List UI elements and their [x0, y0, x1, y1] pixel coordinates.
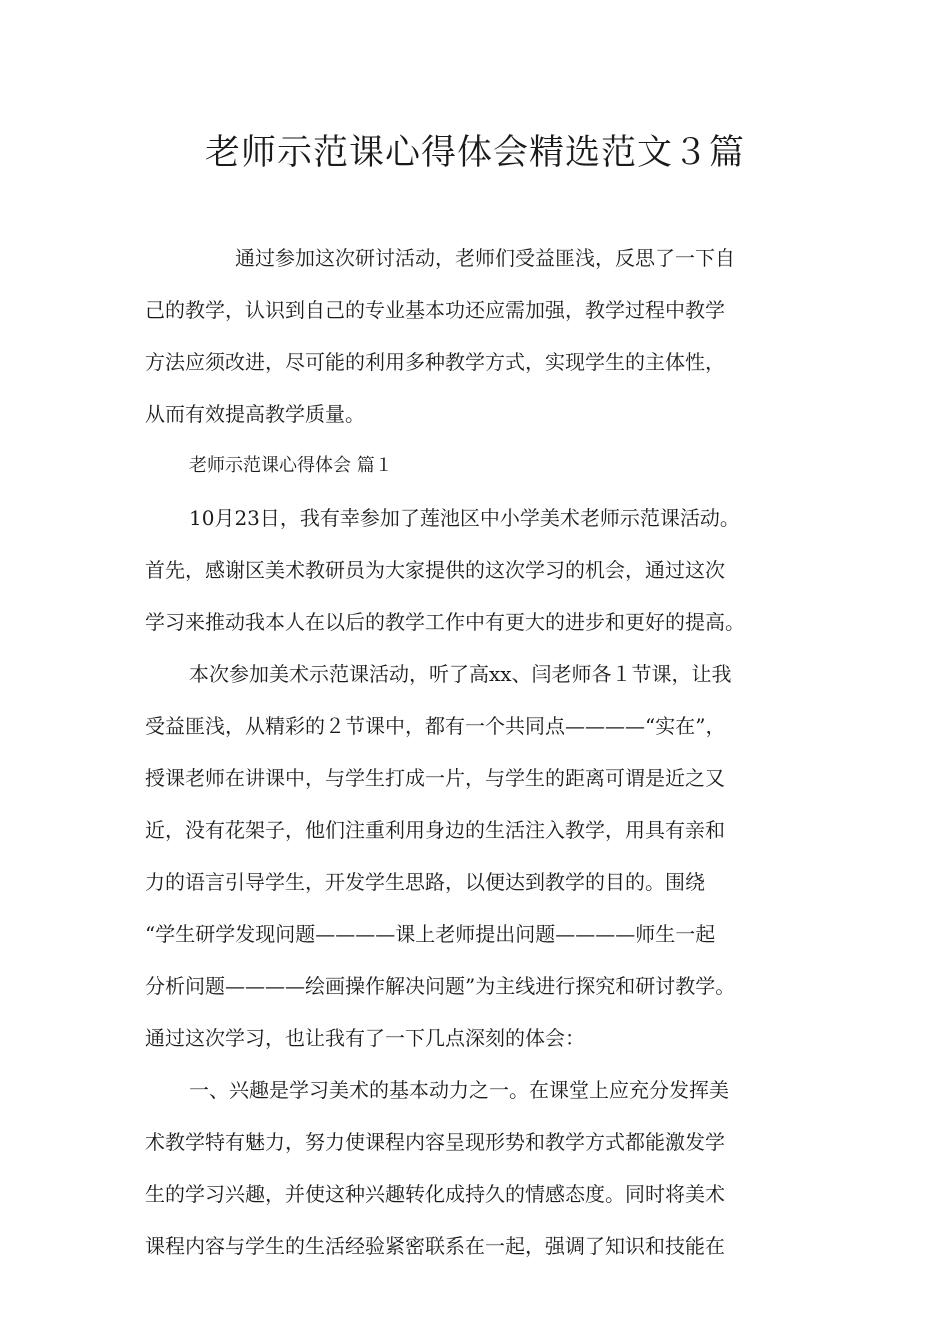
text-line: 通过参加这次研讨活动，老师们受益匪浅，反思了一下自 — [235, 246, 735, 270]
text-line: 从而有效提高教学质量。 — [145, 402, 365, 426]
text-line: 通过这次学习，也让我有了一下几点深刻的体会： — [145, 1026, 585, 1050]
paragraph-2 — [145, 648, 810, 1064]
document-title: 老师示范课心得体会精选范文３篇 — [204, 133, 745, 173]
text-line: 课程内容与学生的生活经验紧密联系在一起，强调了知识和技能在 — [145, 1234, 725, 1258]
text-line: 生的学习兴趣，并使这种兴趣转化成持久的情感态度。同时将美术 — [145, 1182, 725, 1206]
text-line: 本次参加美术示范课活动，听了高xx、闫老师各１节课，让我 — [189, 662, 732, 686]
document-body — [145, 232, 810, 1272]
paragraph-3 — [145, 1064, 810, 1272]
text-line: 近，没有花架子，他们注重利用身边的生活注入教学，用具有亲和 — [145, 818, 725, 842]
text-line: 方法应须改进，尽可能的利用多种教学方式，实现学生的主体性， — [145, 350, 725, 374]
text-line: 一、兴趣是学习美术的基本动力之一。在课堂上应充分发挥美 — [189, 1078, 729, 1102]
text-line: 术教学特有魅力，努力使课程内容呈现形势和教学方式都能激发学 — [145, 1130, 725, 1154]
text-line: 学习来推动我本人在以后的教学工作中有更大的进步和更好的提高。 — [145, 610, 745, 634]
intro-paragraph — [145, 232, 810, 440]
text-line: 分析问题————绘画操作解决问题”为主线进行探究和研讨教学。 — [145, 974, 736, 998]
text-line: 授课老师在讲课中，与学生打成一片，与学生的距离可谓是近之又 — [145, 766, 725, 790]
text-line: 受益匪浅，从精彩的２节课中，都有一个共同点————“实在”， — [145, 714, 726, 738]
paragraph-1 — [145, 492, 810, 648]
text-line: “学生研学发现问题————课上老师提出问题————师生一起 — [145, 922, 716, 946]
section-heading: 老师示范课心得体会 篇１ — [189, 455, 393, 476]
text-line: 首先，感谢区美术教研员为大家提供的这次学习的机会，通过这次 — [145, 558, 725, 582]
text-line: 己的教学，认识到自己的专业基本功还应需加强，教学过程中教学 — [145, 298, 725, 322]
text-line: 力的语言引导学生，开发学生思路，以便达到教学的目的。围绕 — [145, 870, 705, 894]
text-line: 10月23日，我有幸参加了莲池区中小学美术老师示范课活动。 — [189, 506, 740, 530]
